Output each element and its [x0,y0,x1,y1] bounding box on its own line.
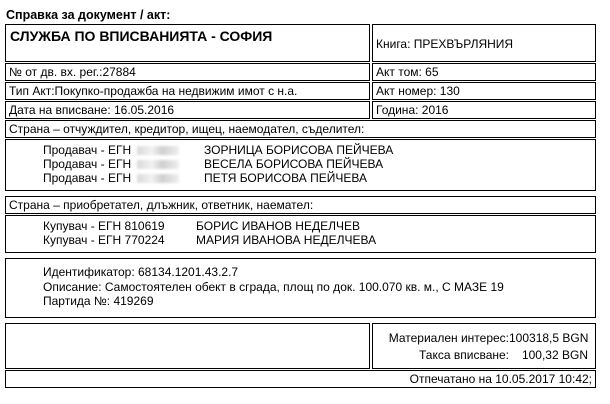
buyer-name: БОРИС ИВАНОВ НЕДЕЛЧЕВ [196,219,360,233]
book-label: Книга: ПРЕХВЪРЛЯНИЯ [376,37,514,51]
office-box [5,24,370,62]
incoming-number-cell [5,63,370,81]
buyers-heading-cell [5,196,596,214]
entry-date-cell [5,101,370,119]
seller-role-text: Продавач - ЕГН [43,143,132,157]
year-cell [372,101,596,119]
property-identifier: Идентификатор: 68134.1201.43.2.7 [43,265,239,279]
seller-role-text: Продавач - ЕГН [43,157,132,171]
buyers-heading: Страна – приобретател, длъжник, ответник, наемател: [9,198,314,212]
buyer-role: Купувач - ЕГН 770224 [43,233,165,247]
property-lot: Партида №: 419269 [43,294,154,308]
buyer-role: Купувач - ЕГН 810619 [43,219,165,233]
tax-label: Такса вписване: [419,348,509,362]
seller-name: ВЕСЕЛА БОРИСОВА ПЕЙЧЕВА [204,157,384,171]
seller-role [43,157,179,171]
redacted-id [137,174,179,183]
tax-value: 100,32 BGN [521,348,588,362]
seller-role-text: Продавач - ЕГН [43,171,132,185]
property-description: Описание: Самостоятелен обект в сграда, площ по док. 100.070 кв. м., С МАЗЕ 19 [43,280,504,294]
redacted-id [137,160,179,169]
office-name: СЛУЖБА ПО ВПИСВАНИЯТА - СОФИЯ [10,28,273,44]
fees-box [372,323,596,369]
sellers-heading-cell [5,120,596,138]
seller-name: ЗОРНИЦА БОРИСОВА ПЕЙЧЕВА [204,143,394,157]
seller-role [43,171,179,185]
document-title: Справка за документ / акт: [6,8,171,22]
fees-empty-cell [5,323,370,369]
sellers-heading: Страна – отчуждител, кредитор, ищец, наемодател, съделител: [9,122,365,136]
printed-date: Отпечатано на 10.05.2017 10:42; [409,372,592,386]
incoming-number: № от дв. вх. рег.:27884 [9,65,136,79]
interest-label: Материален интерес: [388,331,509,345]
seller-role [43,143,179,157]
entry-date: Дата на вписване: 16.05.2016 [9,103,175,117]
act-volume: Акт том: 65 [376,65,439,79]
interest-value: 100318,5 BGN [509,331,589,345]
act-type-cell [5,82,370,100]
redacted-id [137,146,179,155]
buyer-name: МАРИЯ ИВАНОВА НЕДЕЛЧЕВА [196,233,377,247]
seller-name: ПЕТЯ БОРИСОВА ПЕЙЧЕВА [204,171,367,185]
footer-box [5,370,596,388]
act-number: Акт номер: 130 [376,84,460,98]
act-volume-cell [372,63,596,81]
sellers-list [5,139,596,191]
act-number-cell [372,82,596,100]
act-type: Тип Акт:Покупко-продажба на недвижим имот с н.а. [9,84,298,98]
book-box [372,24,596,62]
property-box [5,258,596,318]
year: Година: 2016 [376,103,449,117]
buyers-list [5,215,596,253]
